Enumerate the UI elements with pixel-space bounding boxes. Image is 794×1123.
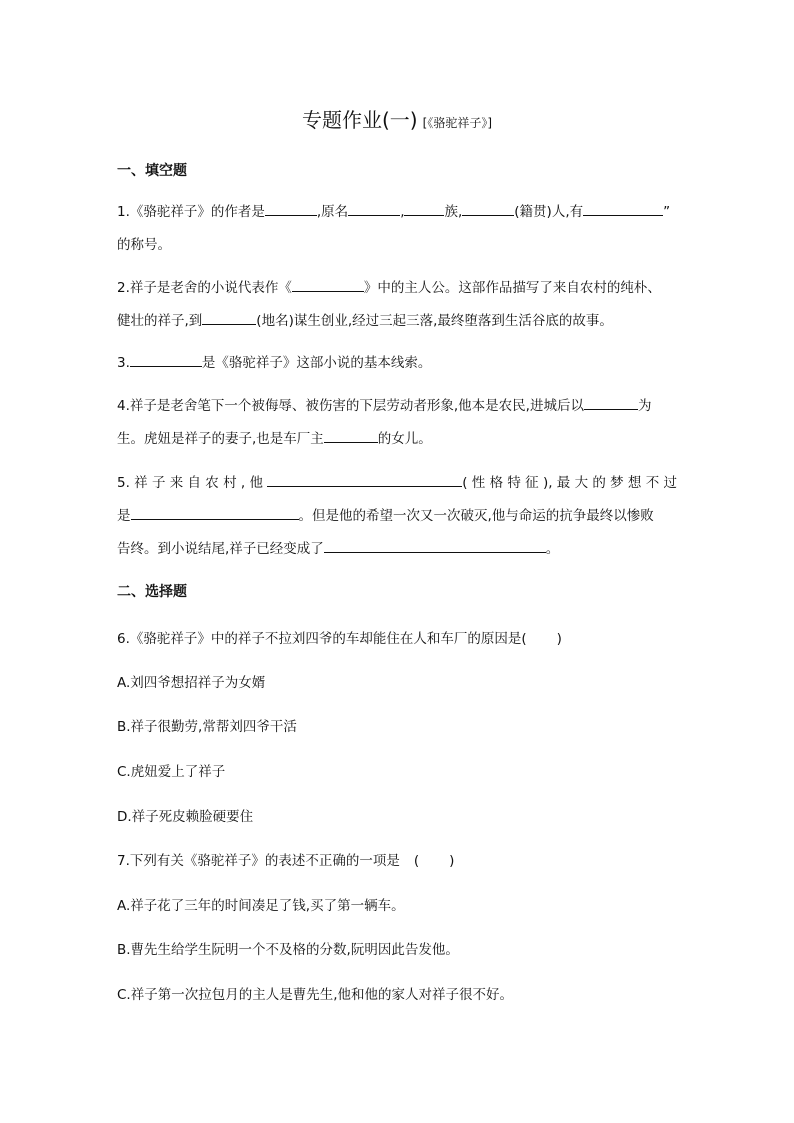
blank xyxy=(324,427,378,443)
blank xyxy=(583,200,663,216)
q1-text: ” xyxy=(663,204,671,220)
q5-text: 是 xyxy=(117,508,131,524)
blank xyxy=(462,200,514,216)
q2-text: 》中的主人公。这部作品描写了来自农村的纯朴、 xyxy=(363,280,661,296)
q5-line-1 xyxy=(117,467,677,500)
page-title xyxy=(0,104,794,133)
option: D.祥子死皮赖脸硬要住 xyxy=(117,809,254,825)
blank xyxy=(131,504,299,520)
question-7-stem xyxy=(117,849,454,869)
option: B.祥子很勤劳,常帮刘四爷干活 xyxy=(117,719,297,735)
q6-text: 6.《骆驼祥子》中的祥子不拉刘四爷的车却能住在人和车厂的原因是( xyxy=(117,631,527,647)
question-4 xyxy=(117,390,677,456)
blank xyxy=(584,394,638,410)
blank xyxy=(404,200,444,216)
blank xyxy=(202,309,256,325)
q2-text: 健壮的祥子,到 xyxy=(117,313,203,329)
title-main: 专题作业(一) xyxy=(301,108,418,132)
q7-text: ) xyxy=(449,853,455,869)
q4-text: 4.祥子是老舍笔下一个被侮辱、被伤害的下层劳动者形象,他本是农民,进城后以 xyxy=(117,398,584,414)
question-1 xyxy=(117,196,677,262)
option: C.虎妞爱上了祥子 xyxy=(117,764,226,780)
q4-text: 生。虎妞是祥子的妻子,也是车厂主 xyxy=(117,431,324,447)
option: A.祥子花了三年的时间凑足了钱,买了第一辆车。 xyxy=(117,898,405,914)
question-3 xyxy=(117,347,677,380)
q5-text: 5.祥子来自农村,他 xyxy=(117,475,268,491)
q2-text: (地名)谋生创业,经过三起三落,最终堕落到生活谷底的故事。 xyxy=(256,313,613,329)
q5-text: 告终。到小说结尾,祥子已经变成了 xyxy=(117,541,324,557)
q5-text: 。但是他的希望一次又一次破灭,他与命运的抗争最终以惨败 xyxy=(298,508,654,524)
option: B.曹先生给学生阮明一个不及格的分数,阮明因此告发他。 xyxy=(117,942,459,958)
question-2 xyxy=(117,272,677,338)
q1-text: (籍贯)人,有 xyxy=(514,204,584,220)
q7-text: ( xyxy=(413,853,420,869)
blank xyxy=(348,200,400,216)
q1-text: ,原名 xyxy=(316,204,349,220)
blank xyxy=(265,200,317,216)
title-subtitle: [《骆驼祥子》] xyxy=(422,116,493,130)
q1-text: 的称号。 xyxy=(117,237,171,253)
section-heading-fill: 一、填空题 xyxy=(117,163,187,179)
q5-line-2 xyxy=(117,500,677,533)
q1-text: 族, xyxy=(444,204,463,220)
blank xyxy=(267,471,462,487)
section-heading-choice: 二、选择题 xyxy=(117,584,187,600)
blank xyxy=(324,537,546,553)
q2-text: 2.祥子是老舍的小说代表作《 xyxy=(117,280,292,296)
q3-text: 3. xyxy=(117,355,130,371)
blank xyxy=(292,276,364,292)
question-6-stem xyxy=(117,627,562,647)
q7-text: 7.下列有关《骆驼祥子》的表述不正确的一项是 xyxy=(117,853,400,869)
question-5 xyxy=(117,467,677,566)
option: C.祥子第一次拉包月的主人是曹先生,他和他的家人对祥子很不好。 xyxy=(117,987,514,1003)
q1-text: 1.《骆驼祥子》的作者是 xyxy=(117,204,265,220)
q4-text: 的女儿。 xyxy=(377,431,432,447)
q5-line-3 xyxy=(117,533,677,566)
blank xyxy=(130,351,202,367)
q6-text: ) xyxy=(556,631,562,647)
q4-text: 为 xyxy=(637,398,652,414)
option: A.刘四爷想招祥子为女婿 xyxy=(117,675,266,691)
q5-text: 。 xyxy=(545,541,560,557)
q1-text: , xyxy=(400,204,405,220)
q3-text: 是《骆驼祥子》这部小说的基本线索。 xyxy=(201,355,432,371)
q5-text: (性格特征),最大的梦想不过 xyxy=(462,475,678,491)
